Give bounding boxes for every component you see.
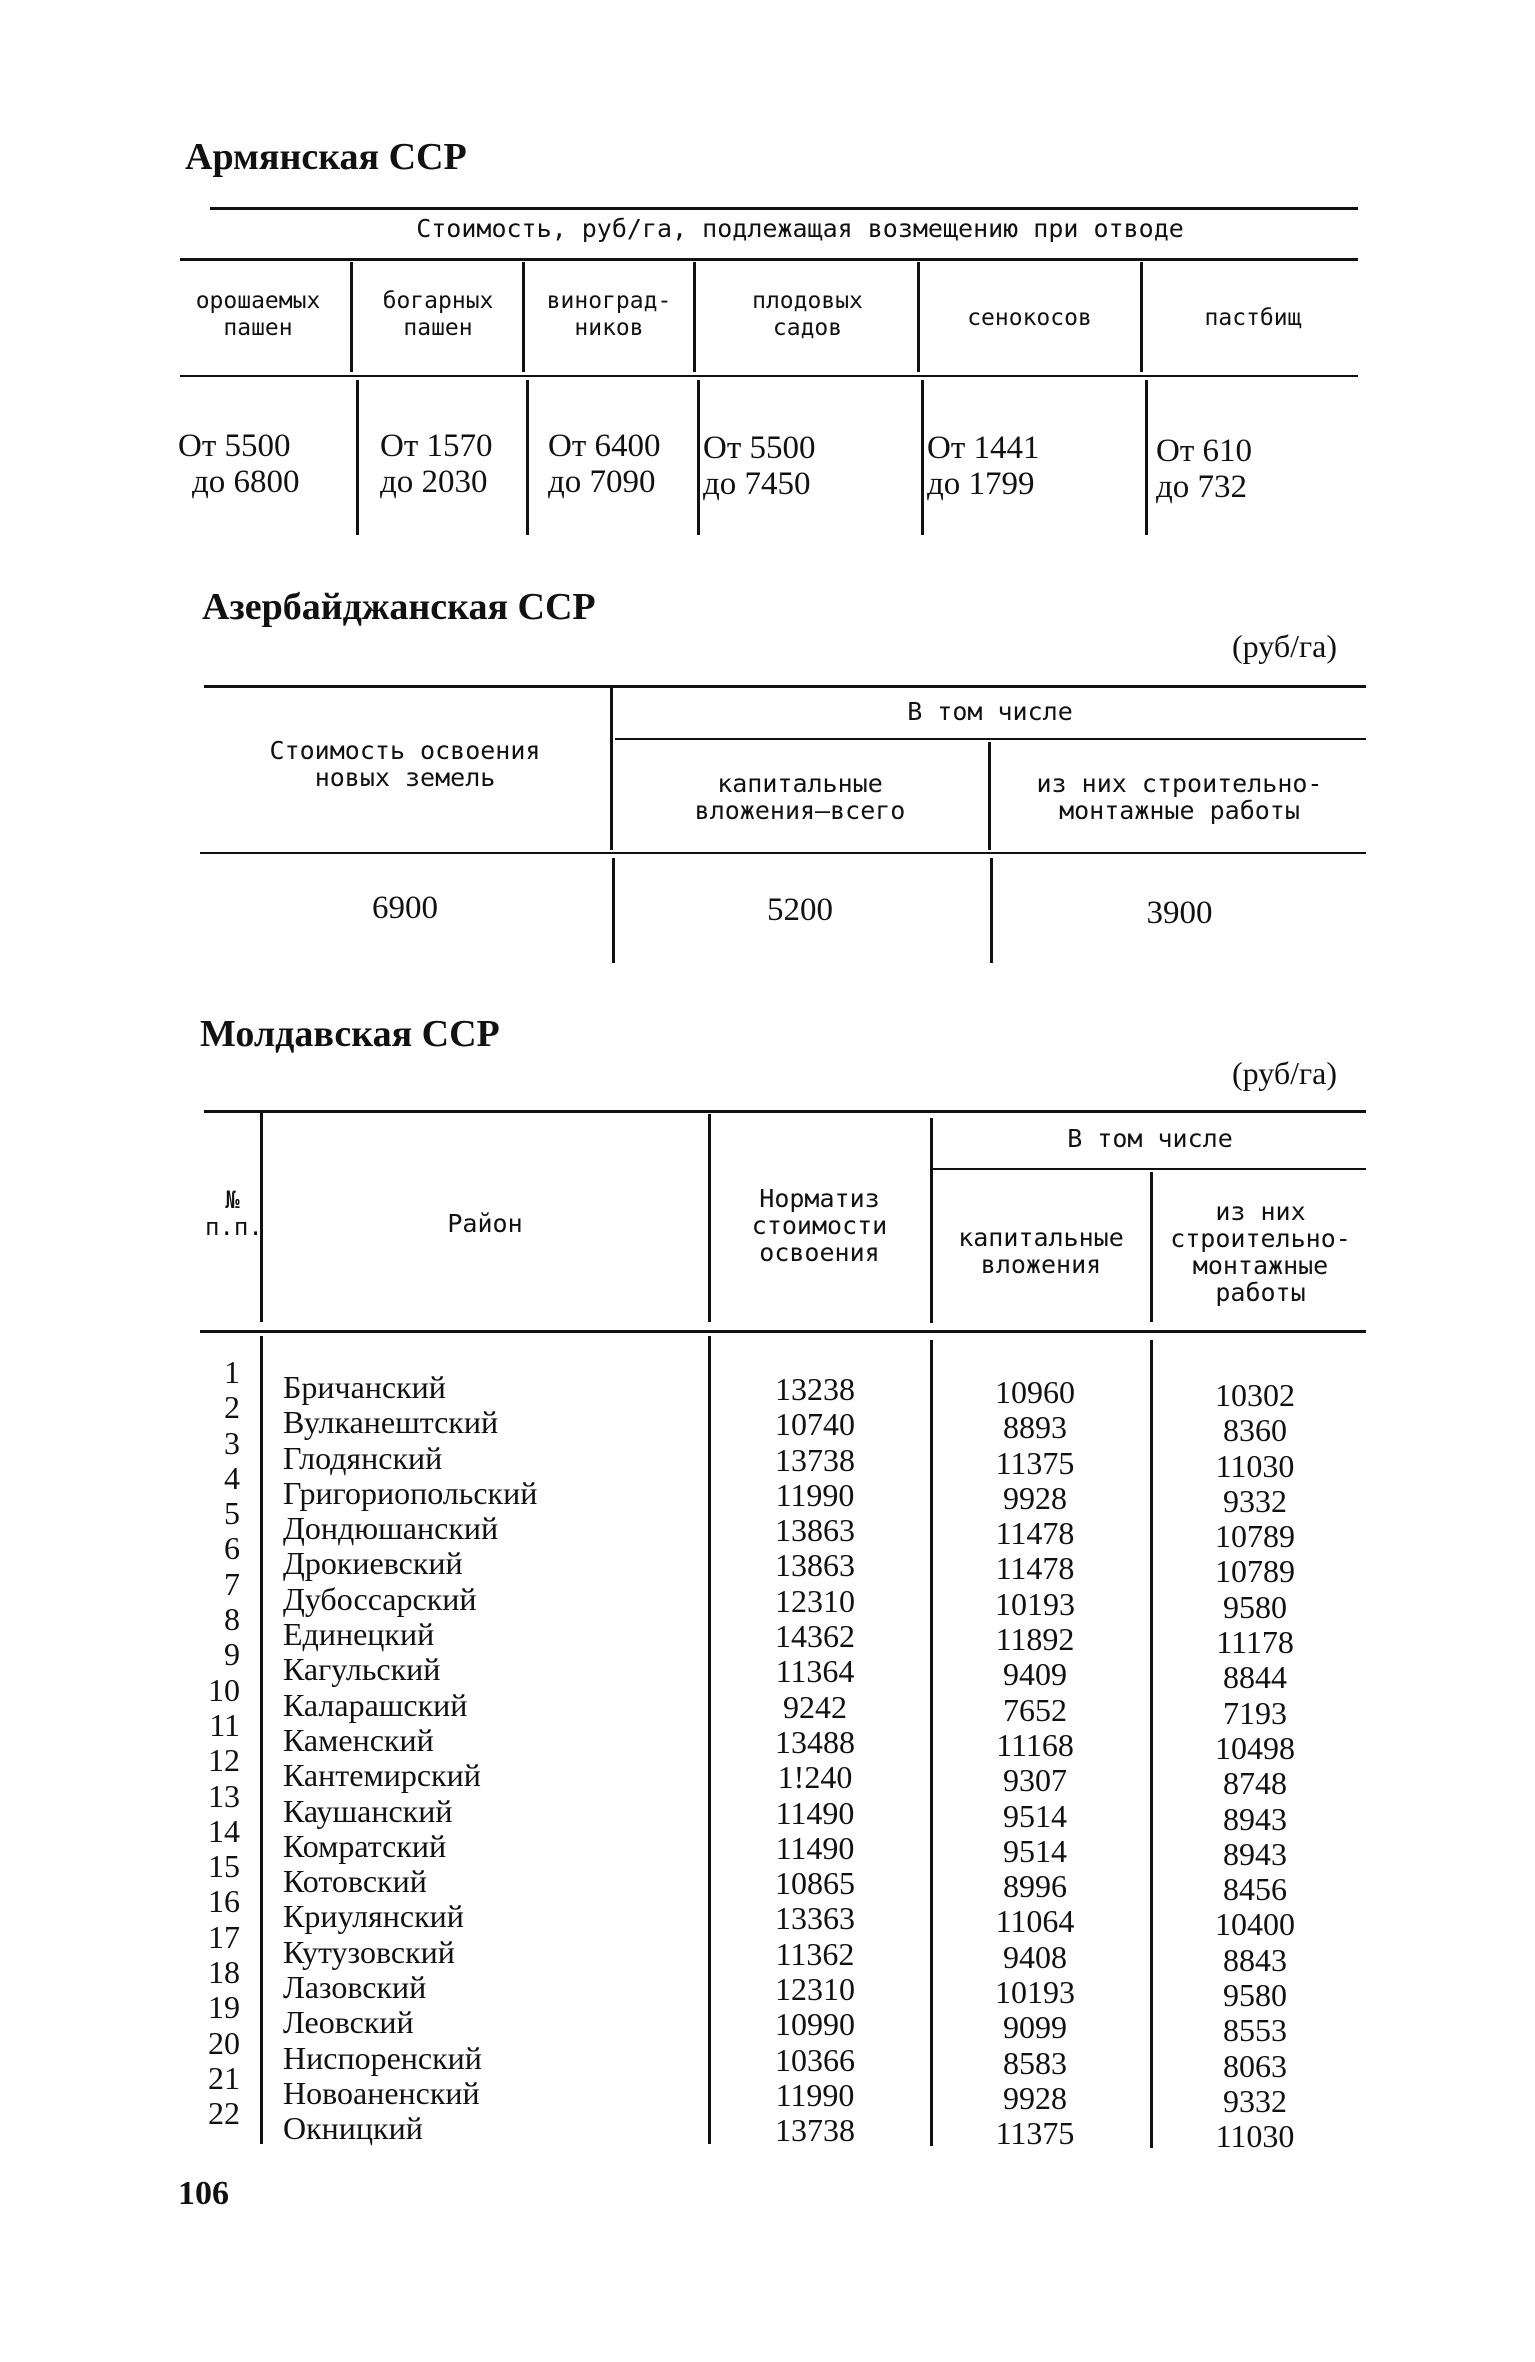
armenia-value-irrigated [178,428,300,500]
value-line: От 610 [1156,433,1253,469]
row-number: 1 [224,1354,240,1390]
header-line: богарных [382,288,494,314]
value-line: От 1441 [927,430,1040,466]
row-number: 6 [224,1530,240,1567]
armenia-col-header-orchards [700,288,915,342]
row-number: 12 [208,1742,240,1779]
azerbaijan-col1-header [205,737,605,791]
value-line: до 7450 [703,466,811,502]
header-line: виноград- [546,288,672,314]
row-number: 20 [208,2024,240,2061]
row-capital: 10193 [995,1585,1075,1622]
row-district: Дрокиевский [283,1545,463,1582]
row-construction: 9332 [1223,2082,1287,2119]
azerbaijan-divider-1 [610,688,613,850]
header-line: пашен [403,315,473,341]
row-number: 15 [208,1848,240,1885]
row-norm: 12310 [775,1971,855,2008]
row-construction: 8360 [1223,1412,1287,1449]
row-construction: 7193 [1223,1694,1287,1731]
moldavia-column-number [195,1355,240,2132]
header-line: капитальные [717,769,883,798]
row-capital: 8893 [1003,1409,1067,1446]
header-line: п.п. [205,1213,263,1241]
moldavia-group-rule [932,1168,1366,1170]
row-capital: 9928 [1003,1479,1067,1516]
header-line: из них строительно- [1036,769,1323,798]
row-construction: 10789 [1215,1553,1295,1590]
row-district: Леовский [283,2004,414,2041]
moldavia-body-divider-num [260,1336,263,2144]
row-norm: 10990 [775,2006,855,2043]
row-construction: 10498 [1215,1729,1295,1766]
row-capital: 7652 [1003,1691,1067,1728]
row-number: 2 [224,1389,240,1426]
armenia-col-header-irrigated [170,288,346,342]
row-capital: 11478 [995,1515,1075,1552]
row-norm: 14362 [775,1618,855,1655]
row-district: Единецкий [283,1616,435,1653]
row-construction: 10400 [1215,1906,1295,1943]
row-construction: 8843 [1223,1941,1287,1978]
value-line: От 5500 [703,430,816,466]
armenia-col-header-hayfields [922,305,1137,332]
moldavia-body-divider-capital [1150,1340,1153,2148]
row-number: 3 [224,1424,240,1461]
row-number: 11 [209,1706,240,1743]
header-line: монтажные работы [1059,796,1300,825]
row-norm: 11990 [775,2076,855,2113]
azerbaijan-unit: (руб/га) [1232,628,1337,664]
row-norm: 10865 [775,1865,855,1902]
azerbaijan-col3-header [993,770,1366,824]
moldavia-column-norm [735,1372,895,2149]
row-capital: 11375 [995,2115,1075,2152]
armenia-divider-2 [522,262,525,372]
moldavia-header-bottom-rule [200,1330,1366,1333]
row-norm: 11490 [775,1794,855,1831]
row-norm: 13863 [775,1547,855,1584]
row-capital: 9514 [1003,1797,1067,1834]
row-construction: 9580 [1223,1977,1287,2014]
header-line: новых земель [314,763,496,792]
row-district: Каушанский [283,1792,453,1829]
row-number: 14 [208,1812,240,1849]
row-norm: 13363 [775,1900,855,1937]
armenia-divider-4 [917,262,920,372]
header-line: освоения [759,1238,880,1267]
header-line: орошаемых [195,288,321,314]
row-district: Дондюшанский [283,1510,499,1547]
armenia-col-header-vineyards [527,288,691,342]
row-norm: 11990 [775,1476,855,1513]
row-district: Вулканештский [283,1404,499,1441]
row-norm: 11364 [775,1653,855,1690]
row-construction: 9332 [1223,1482,1287,1519]
row-district: Глодянский [283,1439,443,1476]
moldavia-divider-capital [1150,1172,1153,1322]
row-capital: 8996 [1003,1868,1067,1905]
header-line: пашен [223,315,293,341]
row-norm: 13738 [775,2112,855,2149]
armenia-divider-2b [526,380,529,535]
row-construction: 11178 [1216,1624,1294,1661]
azerbaijan-body-rule [200,852,1366,854]
moldavia-column-capital [955,1375,1115,2152]
moldavia-divider-district [708,1114,711,1322]
row-number: 22 [208,2095,240,2132]
row-district: Криулянский [283,1898,464,1935]
row-number: 7 [224,1565,240,1602]
row-construction: 8943 [1223,1800,1287,1837]
page-number: 106 [178,2175,229,2212]
row-number: 21 [208,2059,240,2096]
row-capital: 11375 [995,1444,1075,1481]
moldavia-header-construction [1155,1198,1366,1306]
row-district: Кантемирский [283,1757,481,1794]
row-construction: 8456 [1223,1871,1287,1908]
armenia-divider-1b [356,380,359,535]
row-capital: 10960 [995,1374,1075,1410]
row-district: Каларашский [283,1686,468,1723]
azerbaijan-group-rule [615,738,1366,740]
header-line: № [225,1186,240,1214]
armenia-header-rule [180,258,1358,261]
row-construction: 8063 [1223,2047,1287,2084]
row-number: 10 [208,1671,240,1708]
header-line: стоимости [751,1211,888,1240]
header-line: сенокосов [967,305,1092,331]
moldavia-header-num [205,1186,263,1241]
moldavia-top-rule [204,1110,1366,1113]
azerbaijan-col2-header [615,770,985,824]
moldavia-column-construction [1175,1378,1335,2155]
row-number: 16 [208,1883,240,1920]
row-number: 9 [224,1636,240,1673]
armenia-divider-5b [1145,380,1148,535]
value-line: до 1799 [927,466,1035,502]
row-number: 5 [224,1495,240,1532]
row-norm: 13738 [775,1441,855,1478]
row-capital: 8583 [1003,2044,1067,2081]
row-number: 4 [224,1459,240,1496]
row-norm: 11362 [775,1935,855,1972]
row-district: Новоаненский [283,2074,480,2111]
moldavia-body-divider-norm [930,1340,933,2146]
armenia-divider-5 [1140,262,1143,372]
row-capital: 9099 [1003,2009,1067,2046]
row-construction: 9580 [1223,1588,1287,1625]
row-district: Кагульский [283,1651,441,1688]
armenia-divider-4b [921,380,924,535]
row-norm: 12310 [775,1582,855,1619]
row-capital: 9408 [1003,1938,1067,1975]
row-norm: 13863 [775,1512,855,1549]
azerbaijan-value-capital: 5200 [767,892,833,928]
row-number: 19 [208,1989,240,2026]
row-norm: 11490 [775,1829,855,1866]
row-district: Кутузовский [283,1933,455,1970]
header-line: работы [1215,1278,1306,1307]
moldavia-divider-norm [930,1118,933,1323]
row-construction: 8748 [1223,1765,1287,1802]
row-norm: 13488 [775,1723,855,1760]
azerbaijan-title: Азербайджанская ССР [202,586,596,628]
row-construction: 10789 [1215,1518,1295,1555]
row-capital: 11478 [995,1550,1075,1587]
value-line: От 1570 [380,428,493,464]
row-norm: 10740 [775,1406,855,1443]
moldavia-header-norm [712,1185,927,1266]
row-district: Дубоссарский [283,1580,477,1617]
row-norm: 13238 [775,1371,855,1407]
azerbaijan-value-construction: 3900 [1146,895,1213,931]
azerbaijan-group-header: В том числе [907,697,1073,726]
row-district: Котовский [283,1863,427,1900]
row-district: Бричанский [283,1369,446,1405]
armenia-title: Армянская ССР [185,136,467,178]
armenia-col-header-pastures [1148,305,1358,332]
row-construction: 10302 [1215,1377,1295,1413]
row-district: Каменский [283,1721,434,1758]
row-capital: 9409 [1003,1656,1067,1693]
moldavia-header-capital [935,1224,1147,1278]
row-number: 18 [208,1954,240,1991]
armenia-subheader-rule [180,375,1358,377]
row-district: Ниспоренский [283,2039,482,2076]
row-construction: 11030 [1215,1447,1295,1484]
armenia-divider-1 [350,262,353,372]
row-norm: 10366 [775,2041,855,2078]
armenia-value-pastures [1156,433,1252,505]
row-capital: 9928 [1003,2079,1067,2116]
moldavia-header-district: Район [447,1209,523,1238]
armenia-col-header-bogara [356,288,520,342]
value-line: до 732 [1156,469,1248,505]
armenia-value-vineyards [548,428,661,500]
moldavia-title: Молдавская ССР [200,1013,500,1055]
row-capital: 11892 [995,1621,1075,1658]
header-line: садов [772,315,843,341]
row-district: Лазовский [283,1969,427,2006]
armenia-value-orchards [703,430,816,502]
row-district: Комратский [283,1827,447,1864]
moldavia-header-group: В том числе [1067,1124,1233,1153]
row-construction: 8553 [1223,2012,1287,2049]
header-line: монтажные [1192,1251,1329,1280]
row-capital: 9514 [1003,1832,1067,1869]
header-line: из них [1215,1197,1306,1226]
header-line: капитальные [958,1223,1124,1252]
armenia-divider-3 [693,262,696,372]
header-line: плодовых [752,288,863,314]
row-construction: 11030 [1215,2118,1295,2155]
header-line: вложения—всего [694,796,906,825]
row-capital: 11168 [996,1726,1074,1763]
armenia-divider-3b [697,380,700,535]
row-district: Григориопольский [283,1474,538,1511]
header-line: ников [574,315,644,341]
row-number: 13 [208,1777,240,1814]
header-line: строительно- [1170,1224,1351,1253]
header-line: Норматиз [759,1184,880,1213]
armenia-spanning-header: Стоимость, руб/га, подлежащая возмещению при отводе [416,214,1184,243]
value-line: От 6400 [548,428,661,464]
azerbaijan-divider-2 [988,742,991,850]
row-number: 17 [208,1918,240,1955]
azerbaijan-value-total: 6900 [372,890,438,926]
header-line: пастбищ [1204,305,1302,331]
row-norm: 1!240 [777,1759,853,1796]
value-line: От 5500 [178,428,291,464]
armenia-value-hayfields [927,430,1040,502]
row-norm: 9242 [783,1688,847,1725]
value-line: до 2030 [380,464,488,500]
row-capital: 9307 [1003,1762,1067,1799]
row-capital: 11064 [995,1903,1075,1940]
value-line: до 7090 [548,464,656,500]
header-line: Стоимость освоения [269,736,541,765]
moldavia-unit: (руб/га) [1232,1055,1337,1091]
moldavia-column-district [283,1370,703,2147]
moldavia-body-divider-district [708,1336,711,2144]
value-line: до 6800 [192,464,300,500]
row-construction: 8844 [1223,1659,1287,1696]
row-capital: 10193 [995,1974,1075,2011]
row-district: Окницкий [283,2110,423,2147]
row-number: 8 [224,1601,240,1638]
header-line: вложения [980,1250,1102,1279]
azerbaijan-top-rule [204,685,1366,688]
armenia-top-rule [210,207,1358,210]
armenia-value-bogara [380,428,493,500]
row-construction: 8943 [1223,1835,1287,1872]
